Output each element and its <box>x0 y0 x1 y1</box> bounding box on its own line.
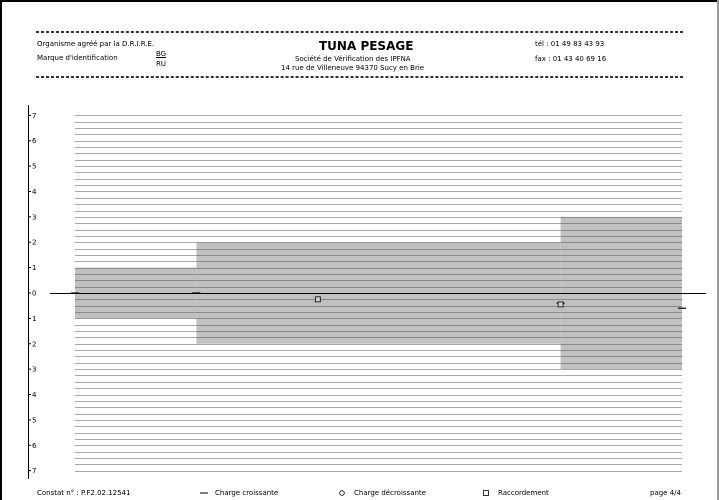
y-tick-label: 0 <box>32 289 37 298</box>
y-tick-label: 3 <box>32 213 37 222</box>
legend-decreasing-icon <box>338 489 346 497</box>
fax-number: fax : 01 43 40 69 16 <box>535 55 607 63</box>
mark-code-1: BG <box>156 50 167 58</box>
page-number: page 4/4 <box>650 489 681 497</box>
constat-number: Constat n° : P.F2.02.12541 <box>37 489 131 497</box>
point-connection-1 <box>558 302 563 307</box>
legend-decreasing-label: Charge décroissante <box>354 489 426 497</box>
y-tick-label: 7 <box>32 111 37 120</box>
legend-increasing-label: Charge croissante <box>215 489 279 497</box>
legend-increasing-icon <box>199 489 209 497</box>
y-tick-label: 6 <box>32 137 37 146</box>
legend-connection-icon <box>482 489 490 497</box>
mark-code-2: RU <box>156 60 166 68</box>
y-tick-label: 7 <box>32 467 37 476</box>
y-tick-label: 2 <box>32 340 37 349</box>
company-name: TUNA PESAGE <box>319 39 414 53</box>
legend-connection-label: Raccordement <box>498 489 549 497</box>
mark-label: Marque d'identification <box>37 54 118 62</box>
y-tick-label: 2 <box>32 238 37 247</box>
y-tick-label: 4 <box>32 187 37 196</box>
y-tick-label: 1 <box>32 314 37 323</box>
company-subtitle: Société de Vérification des IPFNA <box>295 55 411 63</box>
y-tick-label: 4 <box>32 391 37 400</box>
company-address: 14 rue de Villeneuve 94370 Sucy en Brie <box>281 64 425 72</box>
phone-number: tél : 01 49 83 43 93 <box>535 40 605 48</box>
y-tick-label: 5 <box>32 416 37 425</box>
point-connection-0 <box>315 297 320 302</box>
org-line: Organisme agréé par la D.R.I.R.E. <box>37 40 155 48</box>
y-tick-label: 1 <box>32 264 37 273</box>
y-tick-label: 5 <box>32 162 37 171</box>
y-tick-label: 6 <box>32 441 37 450</box>
y-tick-label: 3 <box>32 365 37 374</box>
y-tick-labels <box>28 112 37 475</box>
